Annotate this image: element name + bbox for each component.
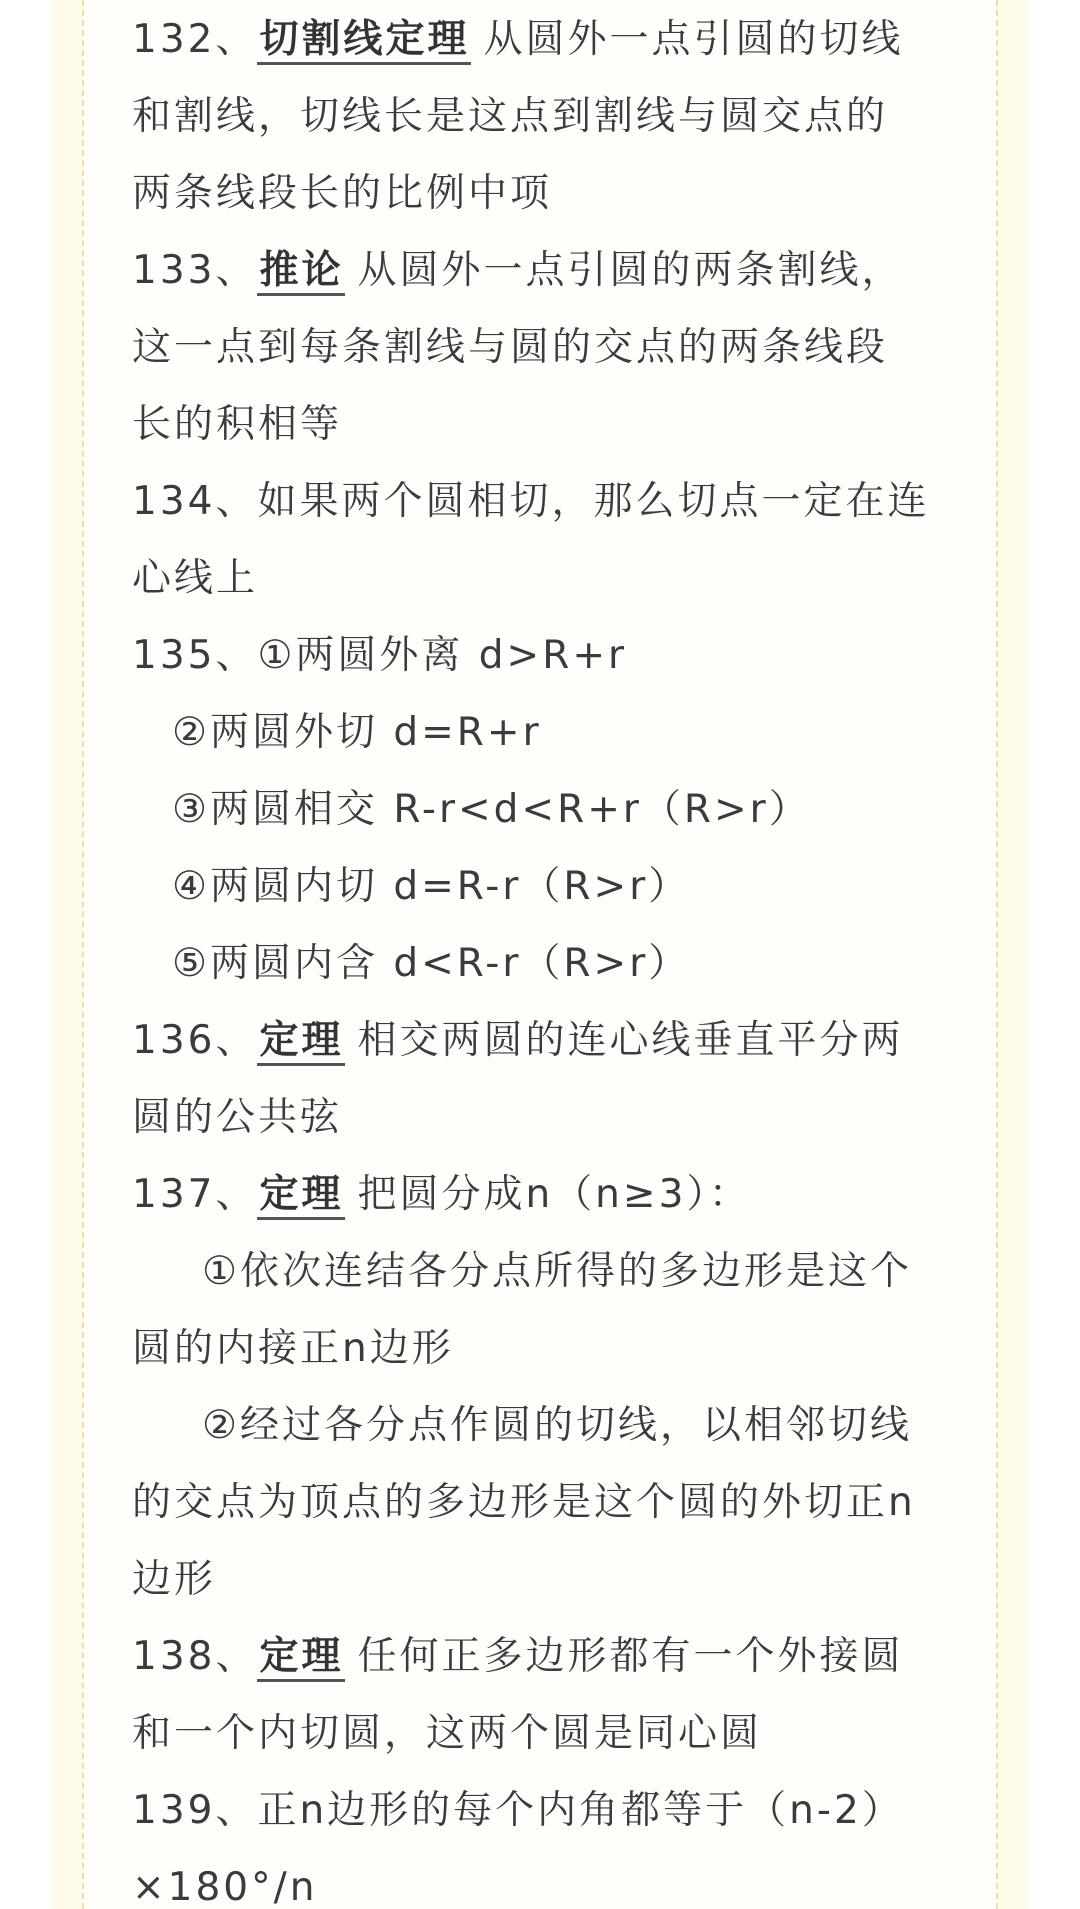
item-135-line-4: ④两圆内切 d=R-r（R>r） (172, 864, 691, 909)
item-137-line-3: 圆的内接正n边形 (132, 1326, 454, 1371)
item-137-line-2: ①依次连结各分点所得的多边形是这个 (202, 1249, 912, 1294)
item-text: 把圆分成n（n≥3）： (357, 1172, 751, 1217)
item-138-line-2: 和一个内切圆，这两个圆是同心圆 (132, 1711, 763, 1756)
item-134-line-1: 134、如果两个圆相切，那么切点一定在连 (132, 479, 930, 524)
item-137-line-5: 的交点为顶点的多边形是这个圆的外切正n (132, 1480, 916, 1525)
keyword-highlight: 定理 (257, 1172, 345, 1220)
item-132-line-3: 两条线段长的比例中项 (132, 171, 553, 216)
keyword-highlight: 定理 (257, 1634, 345, 1682)
keyword-highlight: 定理 (257, 1018, 345, 1066)
item-134-line-2: 心线上 (132, 556, 259, 601)
item-133-line-3: 长的积相等 (132, 402, 343, 447)
item-139-line-1: 139、正n边形的每个内角都等于（n-2） (132, 1788, 904, 1833)
item-135-line-5: ⑤两圆内含 d<R-r（R>r） (172, 941, 691, 986)
item-135-line-3: ③两圆相交 R-r<d<R+r（R>r） (172, 787, 811, 832)
keyword-highlight: 推论 (257, 248, 345, 296)
item-138-line-1 (132, 1618, 952, 1695)
item-number: 137、 (132, 1172, 258, 1217)
item-number: 132、 (132, 17, 258, 62)
item-137-line-6: 边形 (132, 1557, 217, 1602)
item-number: 133、 (132, 248, 258, 293)
item-132-line-1 (132, 1, 952, 78)
item-text: 从圆外一点引圆的切线 (483, 17, 904, 62)
item-137-line-4: ②经过各分点作圆的切线，以相邻切线 (202, 1403, 912, 1448)
item-136-line-2: 圆的公共弦 (132, 1095, 343, 1140)
theorem-list (132, 1, 952, 1909)
item-135-line-1: 135、①两圆外离 d>R+r (132, 633, 628, 678)
item-132-line-2: 和割线，切线长是这点到割线与圆交点的 (132, 94, 889, 139)
keyword-highlight: 切割线定理 (257, 17, 471, 65)
item-number: 136、 (132, 1018, 258, 1063)
item-133-line-2: 这一点到每条割线与圆的交点的两条线段 (132, 325, 889, 370)
item-text: 相交两圆的连心线垂直平分两 (357, 1018, 904, 1063)
item-136-line-1 (132, 1002, 952, 1079)
item-text: 任何正多边形都有一个外接圆 (357, 1634, 904, 1679)
item-137-line-1 (132, 1156, 952, 1233)
item-139-line-2: ×180°/n (132, 1865, 318, 1909)
item-133-line-1 (132, 232, 952, 309)
item-text: 从圆外一点引圆的两条割线， (357, 248, 904, 293)
item-number: 138、 (132, 1634, 258, 1679)
item-135-line-2: ②两圆外切 d=R+r (172, 710, 542, 755)
